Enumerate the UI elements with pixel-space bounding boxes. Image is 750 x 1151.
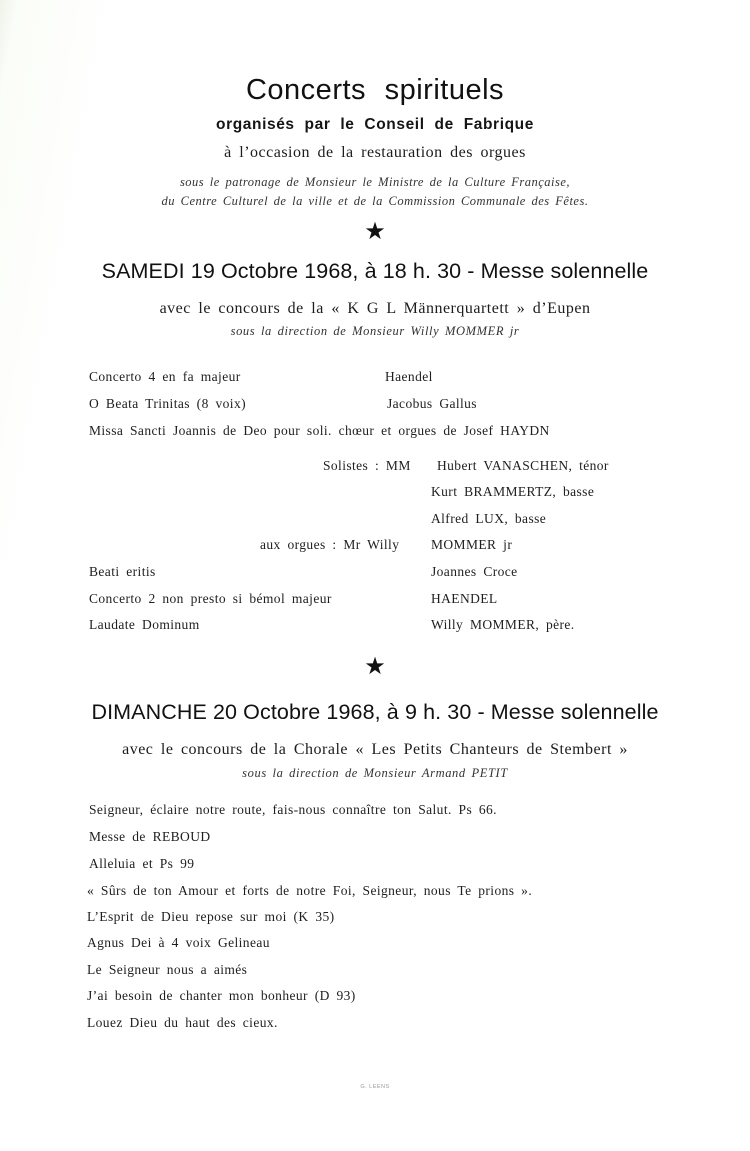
program-composer: Willy MOMMER, père. [431,617,575,632]
organist-name: MOMMER jr [431,537,513,552]
occasion-line: à l’occasion de la restauration des orgues [224,144,526,161]
soloist-entry: Alfred LUX, basse [431,511,547,526]
sunday-program-item: Seigneur, éclaire notre route, fais-nous connaître ton Salut. Ps 66. [89,802,497,817]
program-piece: O Beata Trinitas (8 voix) [89,396,246,411]
printer-imprint: G. LEENS [360,1084,390,1090]
sunday-program-item: L’Esprit de Dieu repose sur moi (K 35) [87,909,335,924]
sunday-program-item: « Sûrs de ton Amour et forts de notre Foi, Seigneur, nous Te prions ». [87,883,533,898]
saturday-heading: SAMEDI 19 Octobre 1968, à 18 h. 30 - Messe solennelle [101,259,649,283]
sunday-program-item: Alleluia et Ps 99 [89,856,195,871]
program-piece: Laudate Dominum [89,617,200,632]
soloist-entry: Kurt BRAMMERTZ, basse [431,484,595,499]
organ-label: aux orgues : Mr Willy [260,537,400,552]
sunday-heading: DIMANCHE 20 Octobre 1968, à 9 h. 30 - Messe solennelle [91,700,659,724]
soloist-entry: Hubert VANASCHEN, ténor [437,458,609,473]
sunday-concours: avec le concours de la Chorale « Les Petits Chanteurs de Stembert » [122,741,628,758]
program-piece: Beati eritis [89,564,156,579]
missa-line: Missa Sancti Joannis de Deo pour soli. chœur et orgues de Josef HAYDN [89,423,550,438]
sunday-direction: sous la direction de Monsieur Armand PETIT [242,766,508,780]
organizer-line: organisés par le Conseil de Fabrique [216,116,534,133]
patronage-line-2: du Centre Culturel de la ville et de la Commission Communale des Fêtes. [161,194,589,208]
star-icon: ★ [364,219,386,245]
saturday-direction: sous la direction de Monsieur Willy MOMMER jr [230,324,520,338]
star-icon: ★ [364,654,386,680]
page-title: Concerts spirituels [245,74,505,106]
program-composer: HAENDEL [431,591,498,606]
sunday-program-item: Messe de REBOUD [89,829,211,844]
program-composer: Haendel [385,369,433,384]
sunday-program-item: J’ai besoin de chanter mon bonheur (D 93) [87,988,356,1003]
program-piece: Concerto 2 non presto si bémol majeur [89,591,332,606]
program-composer: Jacobus Gallus [387,396,477,411]
program-piece: Concerto 4 en fa majeur [89,369,241,384]
sunday-program-item: Louez Dieu du haut des cieux. [87,1015,278,1030]
patronage-line-1: sous le patronage de Monsieur le Ministre de la Culture Française, [179,175,571,189]
soloists-label: Solistes : MM [323,458,411,473]
program-composer: Joannes Croce [431,564,518,579]
saturday-concours: avec le concours de la « K G L Männerquartett » d’Eupen [159,300,591,317]
sunday-program-item: Agnus Dei à 4 voix Gelineau [87,935,270,950]
sunday-program-item: Le Seigneur nous a aimés [87,962,248,977]
